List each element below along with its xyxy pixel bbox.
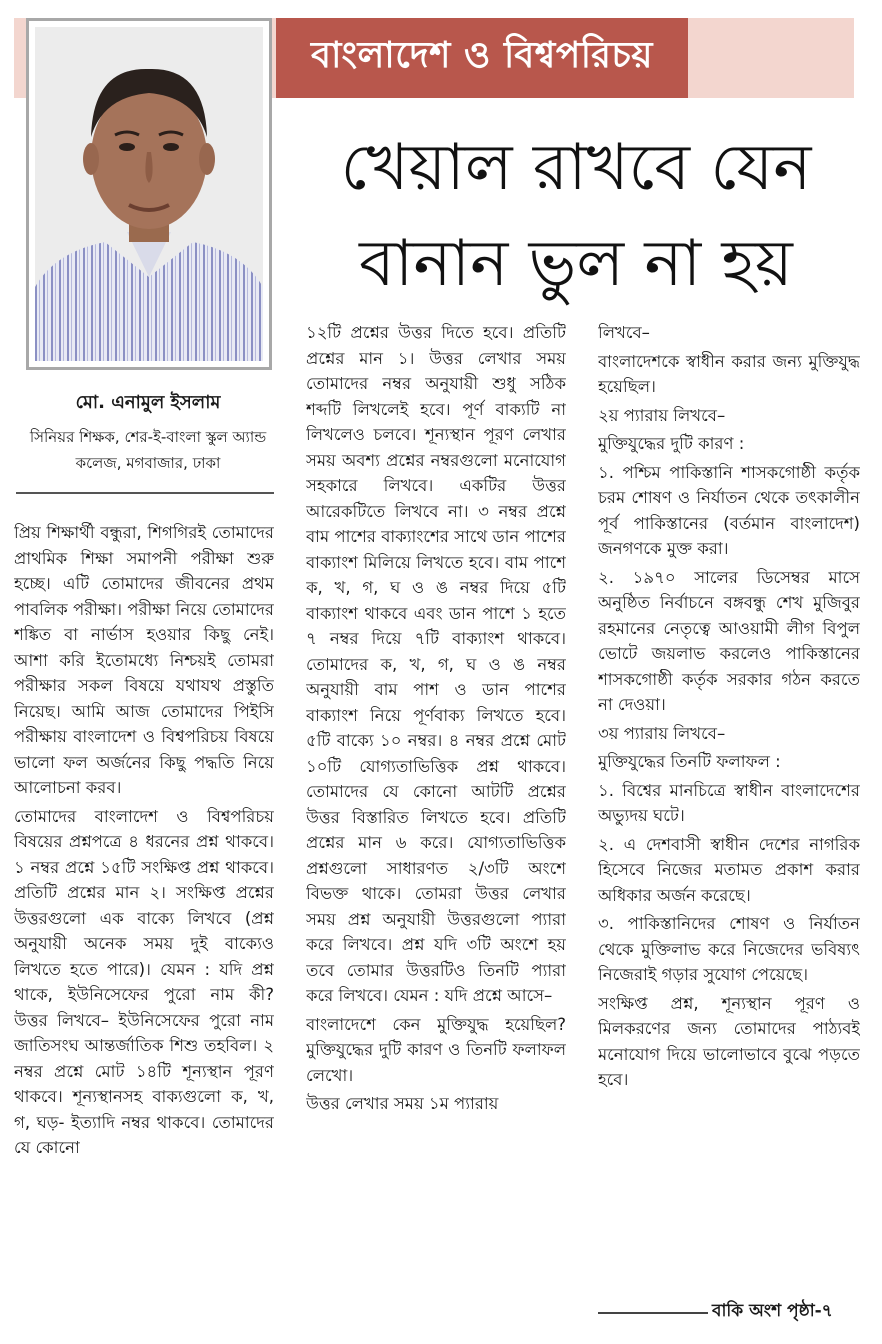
paragraph: মুক্তিযুদ্ধের তিনটি ফলাফল : <box>598 752 781 771</box>
paragraph: ২য় প্যারায় লিখবে– <box>598 405 726 425</box>
paragraph: ১. বিশ্বের মানচিত্রে স্বাধীন বাংলাদেশের অভ্যুদয় ঘটে। <box>598 780 860 825</box>
paragraph: ২. ১৯৭০ সালের ডিসেম্বর মাসে অনুষ্ঠিত নির্বাচনে বঙ্গবন্ধু শেখ মুজিবুর রহমানের নেতৃত্বে আওয়ামী লীগ বিপুল ভোটে জয়লাভ করলেও পাকিস্তানের শাসকগোষ্ঠী কর্তৃক সরকার গঠন করতে না দেওয়া। <box>598 567 860 714</box>
paragraph: ৩. পাকিস্তানিদের শোষণ ও নির্যাতন থেকে মুক্তিলাভ করে নিজেদের ভবিষ্যৎ নিজেরাই গড়ার সুযোগ পেয়েছে। <box>598 914 860 984</box>
author-photo <box>26 18 272 370</box>
headline <box>296 120 856 312</box>
paragraph: ৩য় প্যারায় লিখবে– <box>598 723 726 743</box>
continuation-note: বাকি অংশ পৃষ্ঠা-৭ <box>712 1301 833 1321</box>
paragraph: বাংলাদেশকে স্বাধীন করার জন্য মুক্তিযুদ্ধ হয়েছিল। <box>598 351 860 396</box>
article-column-2 <box>306 320 566 1340</box>
paragraph: ২. এ দেশবাসী স্বাধীন দেশের নাগরিক হিসেবে নিজের মতামত প্রকাশ করার অধিকার অর্জন করেছে। <box>598 834 860 905</box>
paragraph: লিখবে– <box>598 323 650 342</box>
paragraph: বাংলাদেশে কেন মুক্তিযুদ্ধ হয়েছিল? মুক্তিযুদ্ধের দুটি কারণ ও তিনটি ফলাফল লেখো। <box>306 1014 566 1085</box>
paragraph: সংক্ষিপ্ত প্রশ্ন, শূন্যস্থান পূরণ ও মিলকরণের জন্য তোমাদের পাঠ্যবই মনোযোগ দিয়ে ভালোভাবে বুঝে পড়তে হবে। <box>598 993 860 1089</box>
paragraph: তোমাদের বাংলাদেশ ও বিশ্বপরিচয় বিষয়ের প্রশ্নপত্রে ৪ ধরনের প্রশ্ন থাকবে। ১ নম্বর প্রশ্নে ১৫টি সংক্ষিপ্ত প্রশ্ন থাকবে। প্রতিটি প্রশ্নের মান ২। সংক্ষিপ্ত প্রশ্নের উত্তরগুলো এক বাক্যে লিখবে (প্রশ্ন অনুযায়ী অনেক সময় দুই বাক্যেও লিখতে হতে পারে)। যেমন : যদি প্রশ্ন থাকে, ইউনিসেফের পুরো নাম কী? উত্তর লিখবে– ইউনিসেফের পুরো নাম জাতিসংঘ আন্তর্জাতিক শিশু তহবিল। ২ নম্বর প্রশ্নে মোট ১৪টি শূন্যস্থান পূরণ থাকবে। শূন্যস্থানসহ বাক্যগুলো ক, খ, গ, ঘড়- ইত্যাদি নম্বর থাকবে। তোমাদের যে কোনো <box>14 806 274 1157</box>
paragraph: ১. পশ্চিম পাকিস্তানি শাসকগোষ্ঠী কর্তৃক চরম শোষণ ও নির্যাতন থেকে তৎকালীন পূর্ব পাকিস্তানের (বর্তমান বাংলাদেশ) জনগণকে মুক্ত করা। <box>598 462 860 558</box>
paragraph: প্রিয় শিক্ষার্থী বন্ধুরা, শিগগিরই তোমাদের প্রাথমিক শিক্ষা সমাপনী পরীক্ষা শুরু হচ্ছে। এটি তোমাদের জীবনের প্রথম পাবলিক পরীক্ষা। পরীক্ষা নিয়ে তোমাদের শঙ্কিত বা নার্ভাস হওয়ার কিছু নেই। আশা করি ইতোমধ্যে নিশ্চয়ই তোমরা পরীক্ষার সকল বিষয়ে যথাযথ প্রস্তুতি নিয়েছ। আমি আজ তোমাদের পিইসি পরীক্ষায় বাংলাদেশ ও বিশ্বপরিচয় বিষয়ে ভালো ফল অর্জনের কিছু পদ্ধতি নিয়ে আলোচনা করব। <box>14 523 274 797</box>
paragraph: ১২টি প্রশ্নের উত্তর দিতে হবে। প্রতিটি প্রশ্নের মান ১। উত্তর লেখার সময় তোমাদের নম্বর অনুযায়ী শুধু সঠিক শব্দটি লিখলেই হবে। পূর্ণ বাক্যটি না লিখলেও চলবে। শূন্যস্থান পূরণ লেখার সময় অবশ্য প্রশ্নের নম্বরগুলো মনোযোগ সহকারে লিখবে। একটির উত্তর আরেকটিতে লিখবে না। ৩ নম্বর প্রশ্নে বাম পাশের বাক্যাংশের সাথে ডান পাশের বাক্যাংশ মিলিয়ে লিখতে হবে। বাম পাশে ক, খ, গ, ঘ ও ঙ নম্বর দিয়ে ৫টি বাক্যাংশ থাকবে এবং ডান পাশে ১ হতে ৭ নম্বর দিয়ে ৭টি বাক্যাংশ থাকবে। তোমাদের ক, খ, গ, ঘ ও ঙ নম্বর অনুযায়ী বাম পাশ ও ডান পাশের বাক্যাংশ নিয়ে পূর্ণবাক্য লিখতে হবে। ৫টি বাক্যে ১০ নম্বর। ৪ নম্বর প্রশ্নে মোট ১০টি যোগ্যতাভিত্তিক প্রশ্ন থাকবে। তোমাদের যে কোনো আটটি প্রশ্নের উত্তর বিস্তারিত লিখতে হবে। প্রতিটি প্রশ্নের মান ৬ করে। যোগ্যতাভিত্তিক প্রশ্নগুলো সাধারণত ২/৩টি অংশে বিভক্ত থাকে। তোমরা উত্তর লেখার সময় প্রশ্ন অনুযায়ী উত্তরগুলো প্যারা করে লিখবে। প্রশ্ন যদি ৩টি অংশে হয় তবে তোমার উত্তরটিও তিনটি প্যারা করে লিখবে। যেমন : যদি প্রশ্নে আসে– <box>306 323 566 1005</box>
paragraph: মুক্তিযুদ্ধের দুটি কারণ : <box>598 434 745 453</box>
headline-line-2: বানান ভুল না হয় <box>359 227 793 301</box>
article-column-1 <box>14 520 274 1340</box>
section-label: বাংলাদেশ ও বিশ্বপরিচয় <box>276 18 688 98</box>
portrait-image <box>35 27 263 361</box>
author-description: সিনিয়র শিক্ষক, শের-ই-বাংলা স্কুল অ্যান্ড কলেজ, মগবাজার, ঢাকা <box>29 428 267 472</box>
continuation-rule <box>598 1312 708 1314</box>
headline-line-1: খেয়াল রাখবে যেন <box>340 131 812 205</box>
author-divider <box>16 492 274 494</box>
author-name: মো. এনামুল ইসলাম <box>75 392 221 413</box>
article-column-3 <box>598 320 860 1280</box>
paragraph: উত্তর লেখার সময় ১ম প্যারায় <box>306 1094 499 1113</box>
